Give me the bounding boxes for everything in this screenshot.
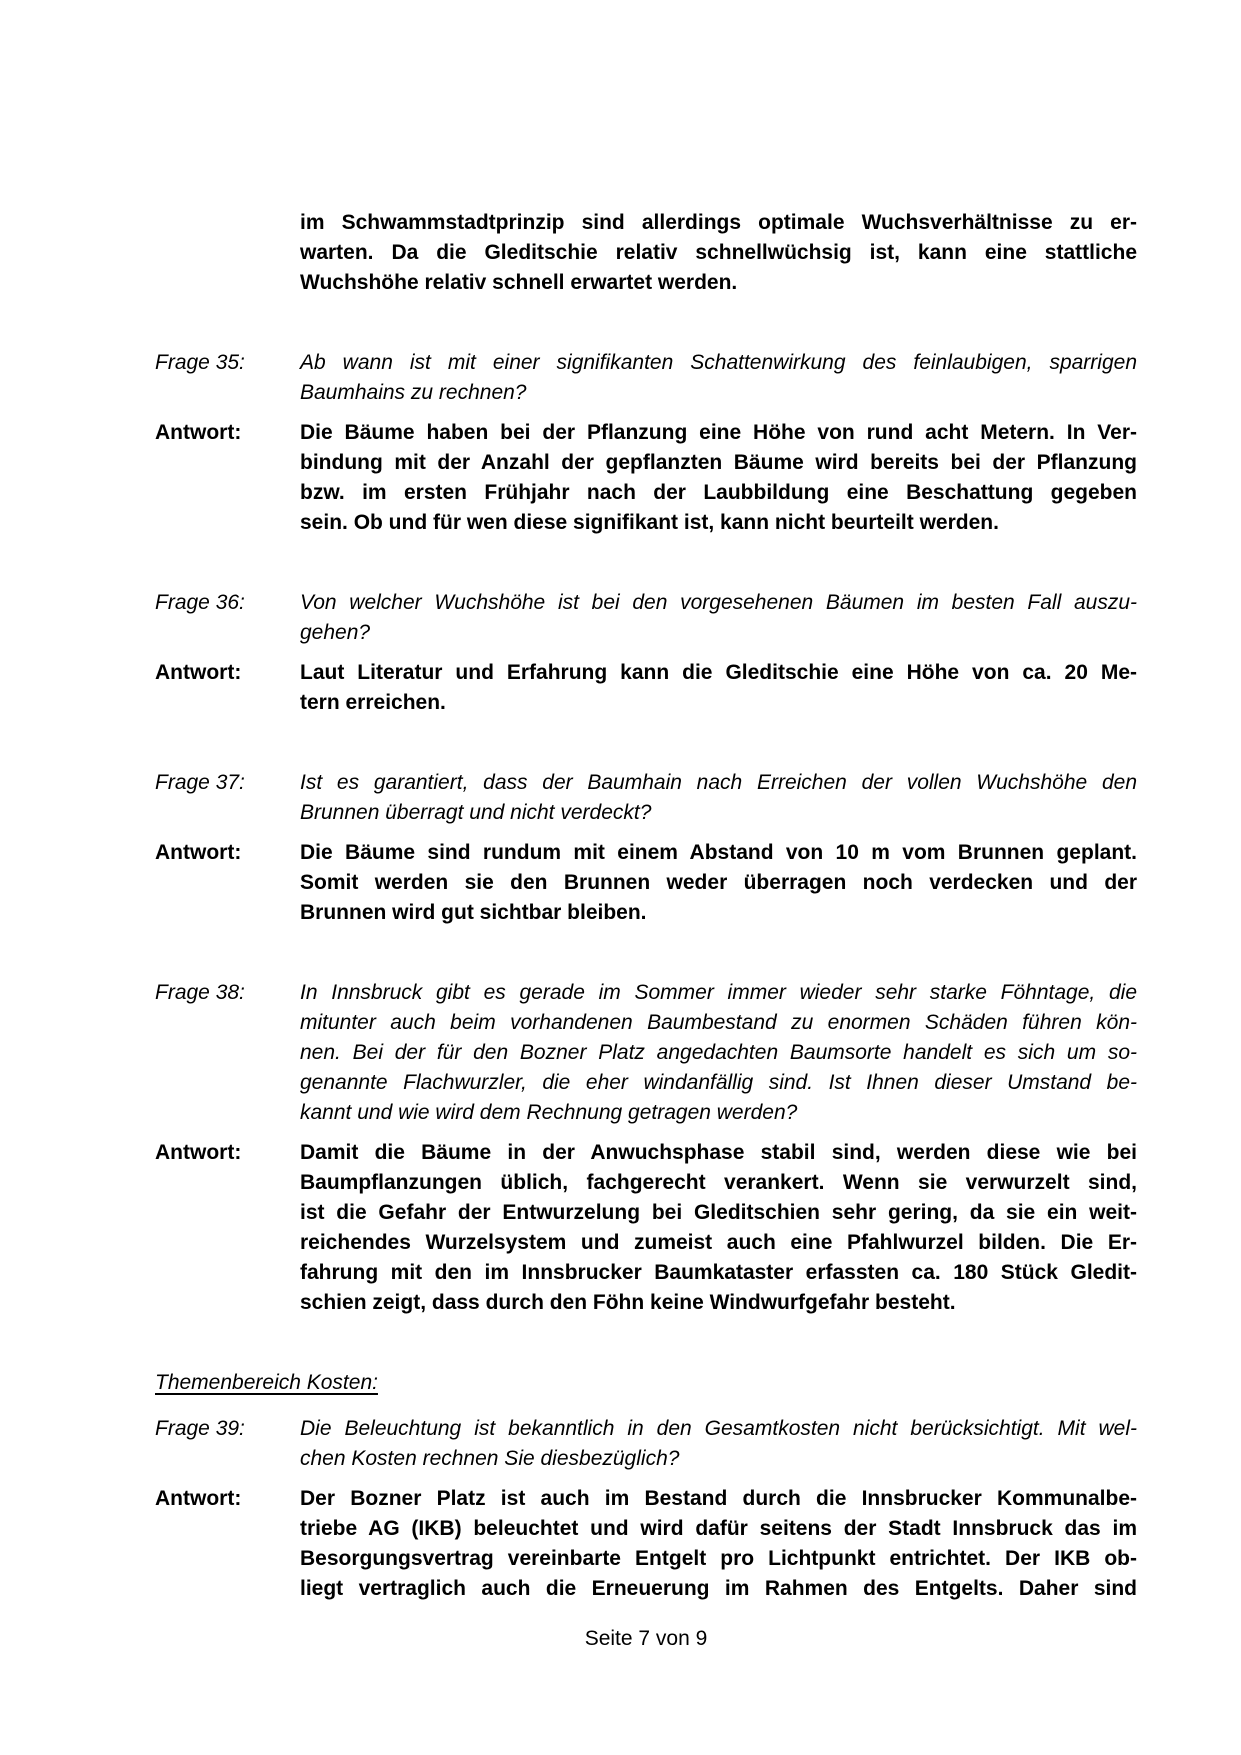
text-line: genannte Flachwurzler, die eher windanfällig sind. Ist Ihnen dieser Umstand be- [300, 1071, 1137, 1094]
question-39-label: Frage 39: [155, 1417, 245, 1440]
text-line: Ab wann ist mit einer signifikanten Schattenwirkung des feinlaubigen, sparrigen [300, 351, 1137, 374]
question-36-text [300, 588, 1137, 648]
text-line: schien zeigt, dass durch den Föhn keine Windwurfgefahr besteht. [300, 1291, 956, 1314]
page-number-footer: Seite 7 von 9 [584, 1627, 708, 1650]
text-line: Der Bozner Platz ist auch im Bestand durch die Innsbrucker Kommunalbe- [300, 1487, 1137, 1510]
answer-35-text [300, 418, 1137, 538]
answer-35-label: Antwort: [155, 421, 242, 444]
text-line: Baumpflanzungen üblich, fachgerecht verankert. Wenn sie verwurzelt sind, [300, 1171, 1137, 1194]
question-35-row [155, 348, 1137, 408]
answer-38-label: Antwort: [155, 1141, 242, 1164]
text-line: warten. Da die Gleditschie relativ schnellwüchsig ist, kann eine stattliche [300, 241, 1137, 264]
text-line: kannt und wie wird dem Rechnung getragen werden? [300, 1101, 798, 1124]
text-line: bzw. im ersten Frühjahr nach der Laubbildung eine Beschattung gegeben [300, 481, 1137, 504]
continued-answer-text [300, 208, 1137, 298]
text-line: Wuchshöhe relativ schnell erwartet werden. [300, 271, 738, 294]
text-line: Die Bäume sind rundum mit einem Abstand von 10 m vom Brunnen geplant. [300, 841, 1137, 864]
text-line: reichendes Wurzelsystem und zumeist auch eine Pfahlwurzel bilden. Die Er- [300, 1231, 1137, 1254]
question-39-text [300, 1414, 1137, 1474]
text-line: mitunter auch beim vorhandenen Baumbestand zu enormen Schäden führen kön- [300, 1011, 1137, 1034]
question-37-text [300, 768, 1137, 828]
text-line: Baumhains zu rechnen? [300, 381, 527, 404]
text-line: Die Beleuchtung ist bekanntlich in den Gesamtkosten nicht berücksichtigt. Mit wel- [300, 1417, 1137, 1440]
text-line: triebe AG (IKB) beleuchtet und wird dafür seitens der Stadt Innsbruck das im [300, 1517, 1137, 1540]
answer-39-text [300, 1484, 1137, 1604]
text-line: gehen? [300, 621, 371, 644]
answer-36-text [300, 658, 1137, 718]
section-heading-kosten: Themenbereich Kosten: [155, 1371, 378, 1394]
question-38-text [300, 978, 1137, 1128]
question-37-row [155, 768, 1137, 828]
text-line: In Innsbruck gibt es gerade im Sommer immer wieder sehr starke Föhntage, die [300, 981, 1137, 1004]
question-35-text [300, 348, 1137, 408]
text-line: Besorgungsvertrag vereinbarte Entgelt pro Lichtpunkt entrichtet. Der IKB ob- [300, 1547, 1137, 1570]
text-line: Somit werden sie den Brunnen weder überragen noch verdecken und der [300, 871, 1137, 894]
text-line: bindung mit der Anzahl der gepflanzten Bäume wird bereits bei der Pflanzung [300, 451, 1137, 474]
question-36-row [155, 588, 1137, 648]
text-line: fahrung mit den im Innsbrucker Baumkataster erfassten ca. 180 Stück Gledit- [300, 1261, 1137, 1284]
continued-answer-paragraph [155, 208, 1137, 298]
question-36-label: Frage 36: [155, 591, 245, 614]
answer-35-row [155, 418, 1137, 538]
text-line: Ist es garantiert, dass der Baumhain nach Erreichen der vollen Wuchshöhe den [300, 771, 1137, 794]
question-35-label: Frage 35: [155, 351, 245, 374]
question-38-row [155, 978, 1137, 1128]
text-line: Brunnen wird gut sichtbar bleiben. [300, 901, 647, 924]
answer-38-text [300, 1138, 1137, 1318]
text-line: Brunnen überragt und nicht verdeckt? [300, 801, 652, 824]
answer-39-row [155, 1484, 1137, 1604]
text-line: tern erreichen. [300, 691, 446, 714]
text-line: chen Kosten rechnen Sie diesbezüglich? [300, 1447, 680, 1470]
text-line: Damit die Bäume in der Anwuchsphase stabil sind, werden diese wie bei [300, 1141, 1137, 1164]
text-line: nen. Bei der für den Bozner Platz angedachten Baumsorte handelt es sich um so- [300, 1041, 1137, 1064]
answer-36-row [155, 658, 1137, 718]
question-38-label: Frage 38: [155, 981, 245, 1004]
text-line: Von welcher Wuchshöhe ist bei den vorgesehenen Bäumen im besten Fall auszu- [300, 591, 1137, 614]
text-line: sein. Ob und für wen diese signifikant ist, kann nicht beurteilt werden. [300, 511, 999, 534]
answer-37-text [300, 838, 1137, 928]
text-line: Laut Literatur und Erfahrung kann die Gleditschie eine Höhe von ca. 20 Me- [300, 661, 1137, 684]
answer-37-row [155, 838, 1137, 928]
answer-39-label: Antwort: [155, 1487, 242, 1510]
answer-38-row [155, 1138, 1137, 1318]
question-39-row [155, 1414, 1137, 1474]
text-line: im Schwammstadtprinzip sind allerdings optimale Wuchsverhältnisse zu er- [300, 211, 1137, 234]
question-37-label: Frage 37: [155, 771, 245, 794]
text-line: Die Bäume haben bei der Pflanzung eine Höhe von rund acht Metern. In Ver- [300, 421, 1137, 444]
text-line: ist die Gefahr der Entwurzelung bei Gleditschien sehr gering, da sie ein weit- [300, 1201, 1137, 1224]
text-line: liegt vertraglich auch die Erneuerung im Rahmen des Entgelts. Daher sind [300, 1577, 1137, 1600]
answer-37-label: Antwort: [155, 841, 242, 864]
answer-36-label: Antwort: [155, 661, 242, 684]
